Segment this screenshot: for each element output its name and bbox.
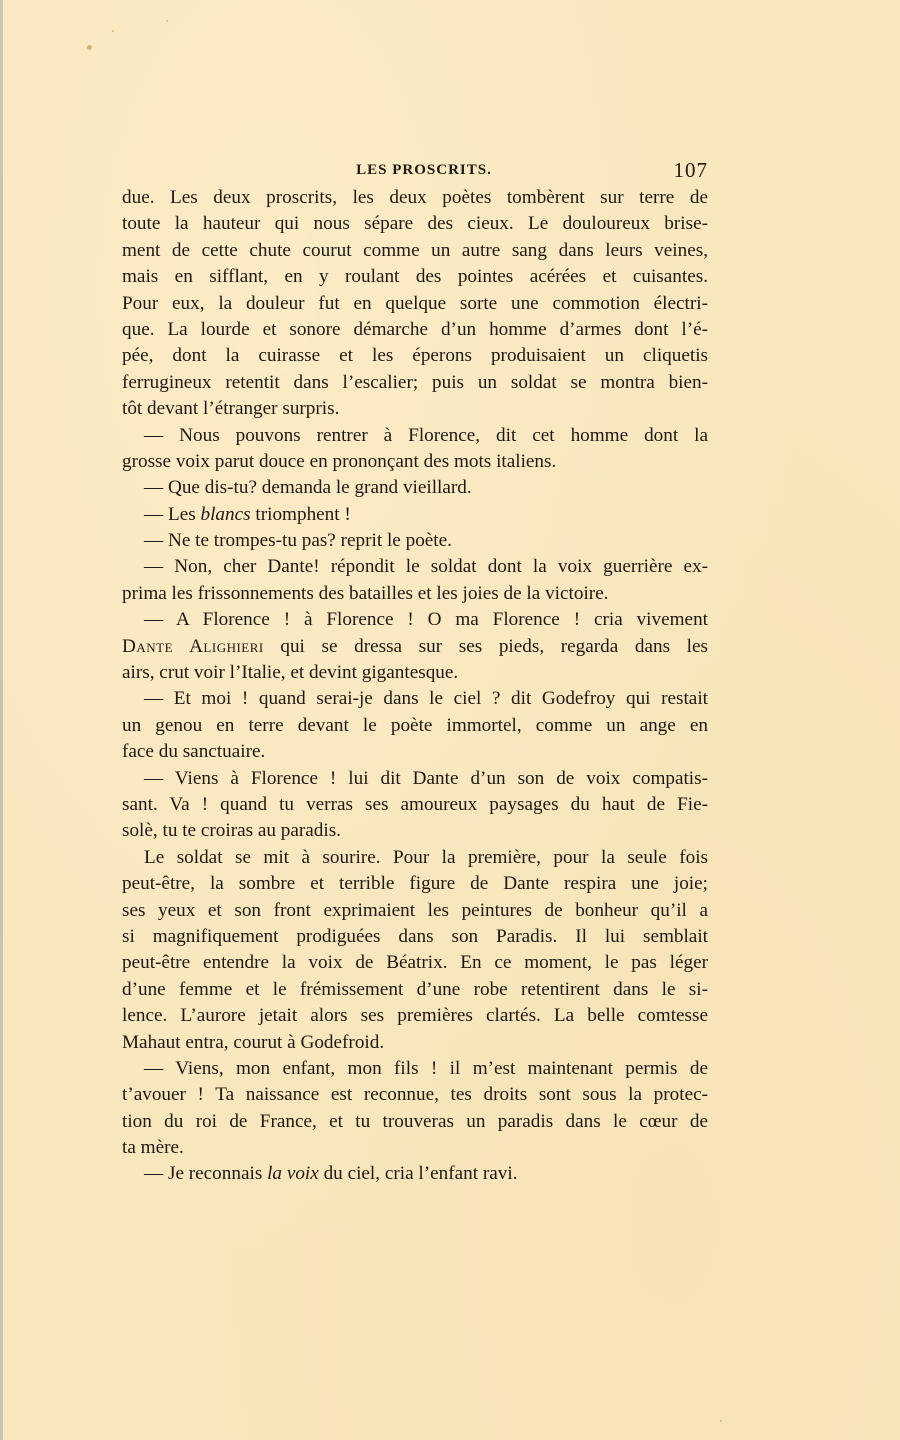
body-text xyxy=(122,185,708,1188)
text-line: ferrugineux retentit dans l’escalier; puis un soldat se montra bien- xyxy=(122,371,708,393)
text-line: pée, dont la cuirasse et les éperons produisaient un cliquetis xyxy=(122,345,708,367)
paper-speck xyxy=(87,45,92,50)
text-line: sant. Va ! quand tu verras ses amoureux paysages du haut de Fie- xyxy=(122,793,708,815)
text-line: toute la hauteur qui nous sépare des cieux. Le douloureux brise- xyxy=(122,213,708,235)
text-line: d’une femme et le frémissement d’une robe retentirent dans le si- xyxy=(122,978,708,1000)
text-line: ment de cette chute courut comme un autre sang dans leurs veines, xyxy=(122,239,708,261)
text-line: ta mère. xyxy=(122,1137,184,1159)
italic-phrase: la voix xyxy=(267,1163,319,1185)
text-line: peut-être, la sombre et terrible figure de Dante respira une joie; xyxy=(122,873,708,895)
dialogue-line xyxy=(122,502,708,528)
text-segment: — Je reconnais xyxy=(144,1163,268,1185)
text-line: airs, crut voir l’Italie, et devint gigantesque. xyxy=(122,662,459,684)
page-number: 107 xyxy=(673,158,708,182)
dialogue-line: — Que dis-tu? demanda le grand vieillard. xyxy=(144,477,472,499)
text-line: due. Les deux proscrits, les deux poètes tombèrent sur terre de xyxy=(122,187,708,208)
text-line: si magnifiquement prodiguées dans son Paradis. Il lui semblait xyxy=(122,925,708,947)
dialogue-line: — Nous pouvons rentrer à Florence, dit cet homme dont la xyxy=(144,424,708,446)
text-line: ses yeux et son front exprimaient les peintures de bonheur qu’il a xyxy=(122,899,708,921)
paper-speck xyxy=(166,20,168,22)
text-line: tion du roi de France, et tu trouveras un paradis dans le cœur de xyxy=(122,1110,708,1132)
text-line xyxy=(122,634,708,660)
text-line: mais en sifflant, en y roulant des pointes acérées et cuisantes. xyxy=(122,266,708,288)
paper-speck xyxy=(720,1420,722,1422)
dialogue-line: — Et moi ! quand serai-je dans le ciel ? dit Godefroy qui restait xyxy=(144,688,708,710)
text-line: tôt devant l’étranger surpris. xyxy=(122,398,340,420)
text-line: grosse voix parut douce en prononçant des mots italiens. xyxy=(122,450,557,472)
text-line: prima les frissonnements des batailles et les joies de la victoire. xyxy=(122,582,609,604)
paragraph-line: Le soldat se mit à sourire. Pour la première, pour la seule fois xyxy=(144,846,708,868)
text-line: Pour eux, la douleur fut en quelque sorte une commotion électri- xyxy=(122,292,708,314)
page-edge xyxy=(0,0,3,1440)
text-segment: triomphent ! xyxy=(250,503,351,525)
text-line: peut-être entendre la voix de Béatrix. En ce moment, le pas léger xyxy=(122,952,708,974)
text-segment: — Les xyxy=(144,503,201,525)
text-line: face du sanctuaire. xyxy=(122,741,266,763)
dialogue-line: — Non, cher Dante! répondit le soldat dont la voix guerrière ex- xyxy=(144,556,708,578)
paper-speck xyxy=(112,30,114,32)
running-head xyxy=(122,158,708,182)
dialogue-line: — Ne te trompes-tu pas? reprit le poète. xyxy=(144,530,452,552)
text-line: t’avouer ! Ta naissance est reconnue, tes droits sont sous la protec- xyxy=(122,1084,708,1106)
dialogue-line: — Viens, mon enfant, mon fils ! il m’est maintenant permis de xyxy=(144,1057,708,1079)
text-line: lence. L’aurore jetait alors ses premières clartés. La belle comtesse xyxy=(122,1005,708,1027)
text-segment: qui se dressa sur ses pieds, regarda dans les xyxy=(263,635,708,657)
dialogue-line xyxy=(122,1161,708,1187)
dialogue-line: — A Florence ! à Florence ! O ma Florence ! cria vivement xyxy=(144,609,708,631)
text-line: que. La lourde et sonore démarche d’un homme d’armes dont l’é- xyxy=(122,318,708,340)
text-line: un genou en terre devant le poète immortel, comme un ange en xyxy=(122,714,708,736)
running-title: LES PROSCRITS. xyxy=(356,162,492,178)
text-line: solè, tu te croiras au paradis. xyxy=(122,820,341,842)
small-caps-name: Dante Alighieri xyxy=(122,635,264,657)
text-segment: du ciel, cria l’enfant ravi. xyxy=(318,1163,518,1185)
italic-word: blancs xyxy=(200,503,251,525)
text-line: Mahaut entra, courut à Godefroid. xyxy=(122,1031,385,1053)
dialogue-line: — Viens à Florence ! lui dit Dante d’un son de voix compatis- xyxy=(144,767,708,789)
